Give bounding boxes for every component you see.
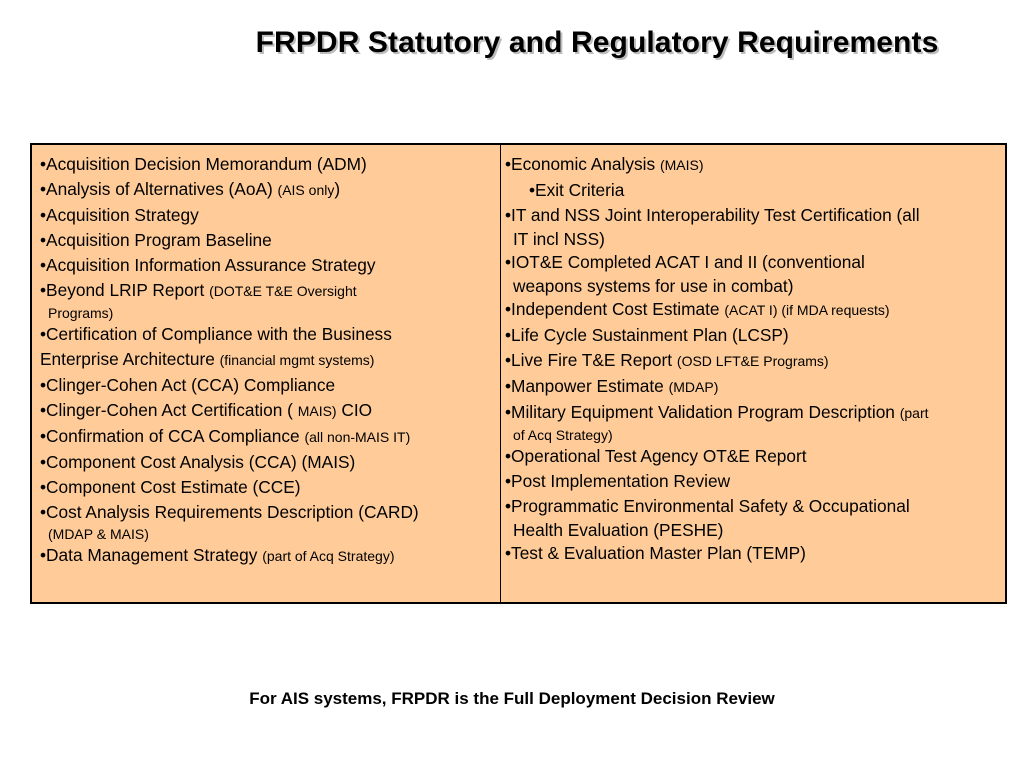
- requirement-text: •Acquisition Strategy: [40, 205, 199, 225]
- requirement-item: [505, 297, 1005, 323]
- requirement-text: •Acquisition Program Baseline: [40, 230, 272, 250]
- requirement-text: •Exit Criteria: [529, 180, 625, 200]
- requirement-qualifier: (MDAP): [668, 379, 719, 395]
- requirement-line: [40, 278, 500, 304]
- requirement-line: [505, 400, 1005, 426]
- requirement-text: •Operational Test Agency OT&E Report: [505, 446, 807, 466]
- requirement-text: •Cost Analysis Requirements Description (CARD): [40, 502, 419, 522]
- requirement-qualifier: MAIS): [297, 403, 337, 419]
- requirement-item: [40, 203, 500, 228]
- requirement-line: [40, 424, 500, 450]
- requirement-item: [505, 469, 1005, 494]
- requirement-text: •Component Cost Analysis (CCA) (MAIS): [40, 452, 356, 472]
- footer-note: For AIS systems, FRPDR is the Full Deployment Decision Review: [249, 689, 775, 708]
- requirement-text: •Independent Cost Estimate: [505, 299, 720, 319]
- requirement-line: [40, 373, 500, 398]
- requirement-text: •Economic Analysis: [505, 154, 656, 174]
- requirement-item: [40, 543, 500, 569]
- requirement-continuation: weapons systems for use in combat): [513, 276, 794, 296]
- requirement-line: [505, 469, 1005, 494]
- requirement-line: [505, 297, 1005, 323]
- requirement-item: [40, 278, 500, 322]
- requirement-item: [505, 152, 1005, 178]
- requirement-item: [40, 177, 500, 203]
- requirement-text: •Confirmation of CCA Compliance: [40, 426, 300, 446]
- requirement-qualifier: (part: [899, 405, 929, 421]
- requirement-continuation: Health Evaluation (PESHE): [513, 520, 724, 540]
- requirement-qualifier: (MAIS): [659, 157, 704, 173]
- requirement-line: [40, 475, 500, 500]
- requirement-tail: CIO: [336, 400, 373, 420]
- requirement-line: [40, 253, 500, 278]
- requirement-qualifier: (part of Acq Strategy): [262, 548, 395, 564]
- requirement-text: •Beyond LRIP Report: [40, 280, 205, 300]
- requirement-qualifier: (ACAT I) (if MDA requests): [724, 302, 890, 318]
- requirement-text: •Clinger-Cohen Act (CCA) Compliance: [40, 375, 336, 395]
- requirement-text: •Programmatic Environmental Safety & Occupational: [505, 496, 910, 516]
- requirement-qualifier: (DOT&E T&E Oversight: [209, 283, 357, 299]
- requirement-line: [505, 348, 1005, 374]
- requirement-tail: ): [334, 179, 341, 199]
- requirement-text: •Manpower Estimate: [505, 376, 664, 396]
- requirement-line: [40, 152, 500, 177]
- requirement-line: [40, 228, 500, 253]
- requirement-item: [40, 398, 500, 424]
- requirement-line: [505, 494, 1005, 519]
- requirement-continuation: Programs): [48, 305, 114, 321]
- requirement-item: [505, 494, 1005, 541]
- requirement-line: [40, 177, 500, 203]
- requirement-text: Enterprise Architecture: [40, 349, 215, 369]
- requirement-item: [505, 348, 1005, 374]
- requirement-text: •Life Cycle Sustainment Plan (LCSP): [505, 325, 789, 345]
- requirement-text: •Military Equipment Validation Program Description: [505, 402, 895, 422]
- requirement-line: [505, 374, 1005, 400]
- requirement-text: •Analysis of Alternatives (AoA): [40, 179, 273, 199]
- requirement-line: [505, 444, 1005, 469]
- requirement-qualifier: (financial mgmt systems): [219, 352, 375, 368]
- requirement-qualifier: (all non-MAIS IT): [304, 429, 411, 445]
- requirement-line: [505, 203, 1005, 228]
- requirement-qualifier: (AIS only: [277, 182, 335, 198]
- requirement-item: [505, 178, 1005, 203]
- requirement-item: [505, 250, 1005, 297]
- requirement-item: [505, 541, 1005, 566]
- requirement-text: •Test & Evaluation Master Plan (TEMP): [505, 543, 806, 563]
- requirement-text: •IT and NSS Joint Interoperability Test Certification (all: [505, 205, 920, 225]
- requirement-item: [40, 228, 500, 253]
- requirement-item: [505, 444, 1005, 469]
- requirement-text: •IOT&E Completed ACAT I and II (conventional: [505, 252, 865, 272]
- requirement-line: [40, 450, 500, 475]
- requirement-line: [40, 203, 500, 228]
- requirement-item: [505, 400, 1005, 444]
- requirement-line: [40, 347, 500, 373]
- requirement-text: •Data Management Strategy: [40, 545, 258, 565]
- requirement-item: [40, 152, 500, 177]
- requirement-item: [40, 322, 500, 347]
- requirement-text: •Certification of Compliance with the Business: [40, 324, 392, 344]
- requirement-line: [40, 398, 500, 424]
- requirements-table: [30, 143, 1007, 604]
- requirement-text: •Component Cost Estimate (CCE): [40, 477, 301, 497]
- requirement-text: •Live Fire T&E Report: [505, 350, 673, 370]
- left-column: [32, 145, 501, 602]
- requirement-line: [40, 322, 500, 347]
- page-title: FRPDR Statutory and Regulatory Requirements: [255, 26, 939, 59]
- requirement-line: [505, 152, 1005, 178]
- requirement-line: [40, 543, 500, 569]
- requirement-item: [40, 475, 500, 500]
- requirement-line: [40, 500, 500, 525]
- requirement-item: [505, 374, 1005, 400]
- requirement-item: [505, 203, 1005, 250]
- requirement-line: [505, 323, 1005, 348]
- requirement-item: [40, 253, 500, 278]
- requirement-text: •Acquisition Decision Memorandum (ADM): [40, 154, 367, 174]
- requirement-item: [40, 347, 500, 373]
- requirement-qualifier: (OSD LFT&E Programs): [676, 353, 829, 369]
- requirement-line: [505, 250, 1005, 275]
- requirement-item: [40, 450, 500, 475]
- requirement-line: [529, 178, 1005, 203]
- requirement-continuation: IT incl NSS): [513, 229, 605, 249]
- requirement-text: •Post Implementation Review: [505, 471, 731, 491]
- requirement-item: [505, 323, 1005, 348]
- requirement-text: •Acquisition Information Assurance Strategy: [40, 255, 376, 275]
- requirement-item: [40, 424, 500, 450]
- requirement-continuation: (MDAP & MAIS): [48, 526, 149, 542]
- requirement-item: [40, 500, 500, 543]
- requirement-continuation: of Acq Strategy): [513, 427, 613, 443]
- requirement-line: [505, 541, 1005, 566]
- requirement-text: •Clinger-Cohen Act Certification (: [40, 400, 293, 420]
- right-column: [501, 145, 1005, 602]
- requirement-item: [40, 373, 500, 398]
